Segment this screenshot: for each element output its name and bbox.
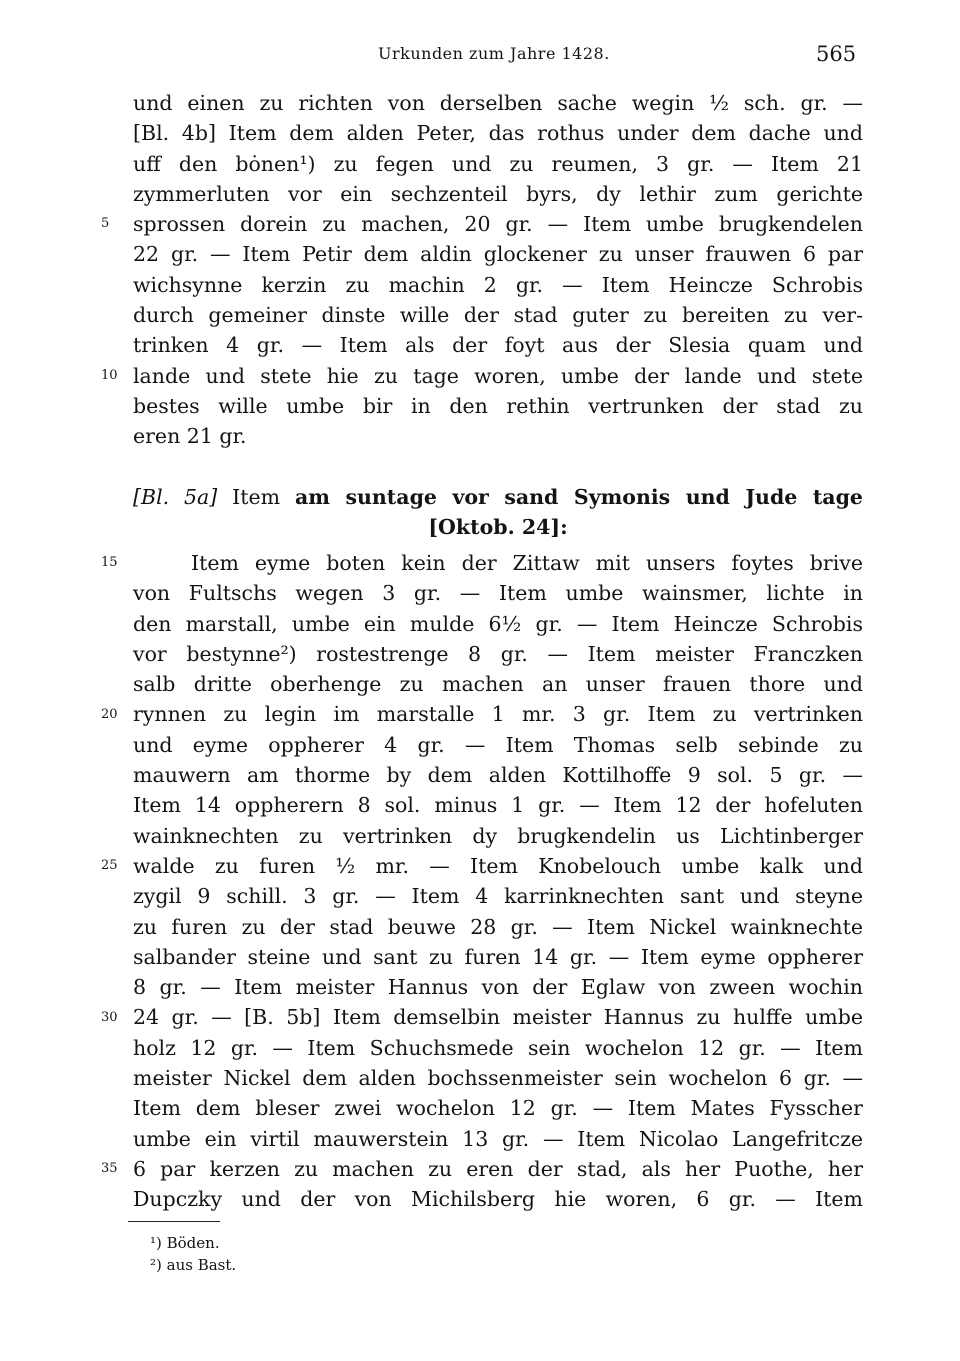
text-line: bestes wille umbe bir in den rethin vertrunken der stad zu bbox=[133, 393, 863, 418]
text-line: Item eyme boten kein der Zittaw mit unsers foytes brive bbox=[191, 551, 863, 575]
line-number: 30 bbox=[101, 1010, 118, 1025]
page-number: 565 bbox=[816, 42, 857, 66]
text-line: sprossen dorein zu machen, 20 gr. — Item umbe brugkendelen bbox=[133, 212, 863, 237]
running-head bbox=[0, 40, 960, 70]
text-line: Dupczky und der von Michilsberg hie woren, 6 gr. — Item bbox=[133, 1187, 863, 1212]
footnotes bbox=[150, 1232, 236, 1276]
text-line: und eyme oppherer 4 gr. — Item Thomas selb sebinde zu bbox=[133, 732, 863, 757]
section-heading bbox=[133, 482, 863, 542]
text-line: salbander steine und sant zu furen 14 gr. — Item eyme oppherer bbox=[133, 944, 863, 969]
line-number: 25 bbox=[101, 858, 118, 873]
text-line: mauwern am thorme by dem alden Kottilhoffe 9 sol. 5 gr. — bbox=[133, 763, 863, 788]
heading-item-word: Item bbox=[232, 485, 281, 509]
text-line: Item dem bleser zwei wochelon 12 gr. — Item Mates Fysscher bbox=[133, 1096, 863, 1121]
text-line: umbe ein virtil mauwerstein 13 gr. — Item Nicolao Langefritcze bbox=[133, 1126, 863, 1151]
text-line: Item 14 oppherern 8 sol. minus 1 gr. — Item 12 der hofeluten bbox=[133, 793, 863, 818]
text-line: holz 12 gr. — Item Schuchsmede sein wochelon 12 gr. — Item bbox=[133, 1035, 863, 1060]
text-line: meister Nickel dem alden bochssenmeister sein wochelon 6 gr. — bbox=[133, 1066, 863, 1091]
text-line: trinken 4 gr. — Item als der foyt aus der Slesia quam und bbox=[133, 333, 863, 358]
text-line: rynnen zu legin im marstalle 1 mr. 3 gr. Item zu vertrinken bbox=[133, 702, 863, 727]
text-line: 8 gr. — Item meister Hannus von der Eglaw von zween wochin bbox=[133, 975, 863, 1000]
text-line: walde zu furen ½ mr. — Item Knobelouch umbe kalk und bbox=[133, 853, 863, 878]
text-line: den marstall, umbe ein mulde 6½ gr. — Item Heincze Schrobis bbox=[133, 611, 863, 636]
heading-date: [Oktob. 24]: bbox=[428, 515, 568, 539]
text-line: zu furen zu der stad beuwe 28 gr. — Item Nickel wainknechte bbox=[133, 914, 863, 939]
text-line: lande und stete hie zu tage woren, umbe der lande und stete bbox=[133, 363, 863, 388]
text-line: 24 gr. — [B. 5b] Item demselbin meister Hannus zu hulffe umbe bbox=[133, 1005, 863, 1030]
heading-line bbox=[133, 482, 863, 512]
text-line: [Bl. 4b] Item dem alden Peter, das rothus under dem dache und bbox=[133, 121, 863, 146]
text-line: von Fultschs wegen 3 gr. — Item umbe wainsmer, lichte in bbox=[133, 581, 863, 606]
running-title: Urkunden zum Jahre 1428. bbox=[378, 44, 610, 63]
footnote-divider bbox=[128, 1221, 220, 1222]
text-line: 6 par kerzen zu machen zu eren der stad, als her Puothe, her bbox=[133, 1156, 863, 1181]
text-line: vor bestynne²) rostestrenge 8 gr. — Item meister Franczken bbox=[133, 641, 863, 666]
text-line: eren 21 gr. bbox=[133, 424, 247, 449]
line-number: 20 bbox=[101, 707, 118, 722]
line-number: 5 bbox=[101, 216, 110, 231]
text-block-1 bbox=[133, 88, 863, 452]
text-line: uff den bȯnen¹) zu fegen und zu reumen, 3 gr. — Item 21 bbox=[133, 151, 863, 176]
text-line: 22 gr. — Item Petir dem aldin glockener zu unser frauwen 6 par bbox=[133, 242, 863, 267]
line-number: 15 bbox=[101, 555, 118, 570]
line-number: 35 bbox=[101, 1161, 118, 1176]
text-line: und einen zu richten von derselben sache wegin ½ sch. gr. — bbox=[133, 91, 863, 115]
footnote: ²) aus Bast. bbox=[150, 1256, 237, 1274]
heading-title: am suntage vor sand Symonis und Jude tage bbox=[294, 485, 863, 509]
text-line: wainknechten zu vertrinken dy brugkendelin us Lichtinberger bbox=[133, 823, 863, 848]
folio-reference: [Bl. 5a] bbox=[133, 485, 218, 509]
line-number: 10 bbox=[101, 368, 118, 383]
text-line: wichsynne kerzin zu machin 2 gr. — Item Heincze Schrobis bbox=[133, 272, 863, 297]
text-line: zygil 9 schill. 3 gr. — Item 4 karrinknechten sant und steyne bbox=[133, 884, 863, 909]
text-line: durch gemeiner dinste wille der stad guter zu bereiten zu ver- bbox=[133, 303, 863, 328]
text-block-2 bbox=[133, 548, 863, 1215]
text-line: zymmerluten vor ein sechzenteil byrs, dy lethir zum gerichte bbox=[133, 181, 863, 206]
footnote: ¹) Böden. bbox=[150, 1234, 220, 1252]
text-line: salb dritte oberhenge zu machen an unser frauen thore und bbox=[133, 672, 863, 697]
